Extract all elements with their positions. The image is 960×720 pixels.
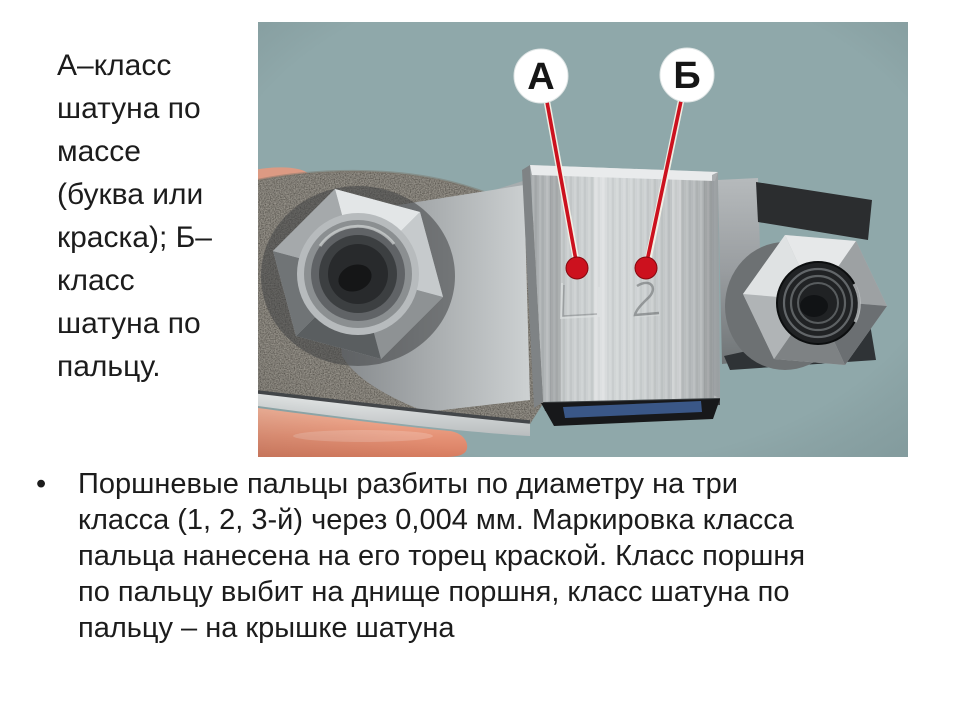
label-b-text: Б [673,55,701,97]
caption-line: пальцу. [57,350,161,383]
caption-line: А–класс [57,49,172,82]
caption-line: шатуна по [57,307,201,340]
bullet-paragraph [36,466,805,646]
caption-line: краска); Б– [57,221,212,254]
bullet-line: Поршневые пальцы разбиты по диаметру на три [78,468,738,500]
bullet-line: по пальцу выбит на днище поршня, класс шатуна по [78,576,790,608]
bullet-line: класса (1, 2, 3-й) через 0,004 мм. Маркировка класса [78,504,794,536]
bullet-line: пальцу – на крышке шатуна [78,612,455,644]
bullet-text [78,466,805,646]
caption-class-labels [57,44,212,388]
pointer-dot-b [635,257,657,279]
connecting-rod-photo [258,22,908,457]
label-a-text: А [527,56,555,98]
label-a [514,49,568,103]
label-b [660,48,714,102]
caption-line: класс [57,264,135,297]
bullet-line: пальца нанесена на его торец краской. Класс поршня [78,540,806,572]
pointer-dot-a [566,257,588,279]
bullet-marker: • [36,468,47,500]
photo-vignette [258,22,908,457]
caption-line: (буква или [57,178,204,211]
caption-line: шатуна по [57,92,201,125]
caption-line: массе [57,135,141,168]
